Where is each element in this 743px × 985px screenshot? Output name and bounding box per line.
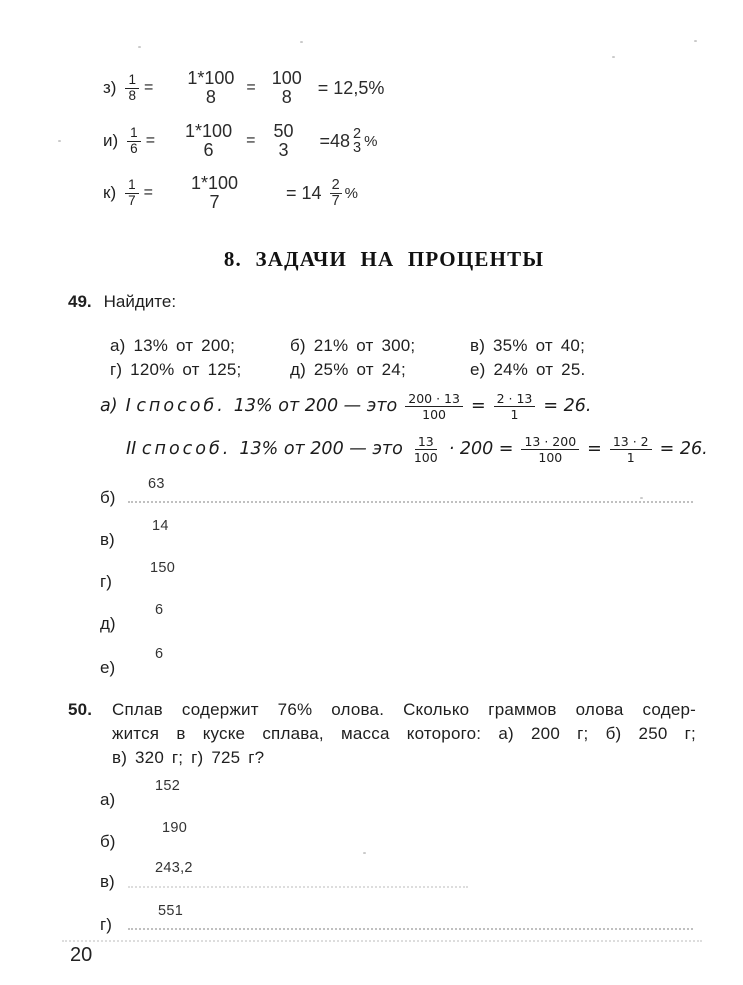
equals-sign: =	[143, 79, 154, 96]
item-d: д) 25% от 24;	[290, 360, 406, 379]
printed-fraction	[125, 178, 139, 209]
section-title: 8. ЗАДАЧИ НА ПРОЦЕНТЫ	[223, 247, 545, 271]
solution-text: 13% от 200 — это	[233, 396, 398, 416]
scan-speck	[612, 56, 615, 58]
typed-fraction	[187, 69, 234, 107]
fraction-denominator: 8	[281, 87, 292, 107]
problem-text	[112, 698, 696, 770]
problem-text-line: в) 320 г; г) 725 г?	[112, 748, 265, 767]
mixed-fraction	[353, 127, 361, 156]
item-v: в) 35% от 40;	[470, 336, 585, 355]
fraction-denominator: 8	[205, 87, 216, 107]
item-label: г)	[100, 915, 112, 934]
solution-fraction	[610, 434, 652, 465]
fraction-numerator: 1*100	[190, 173, 239, 193]
printed-fraction	[125, 73, 139, 104]
problem-text-line: Сплав содержит 76% олова. Сколько граммов олова содер-	[112, 700, 696, 719]
worksheet-row-k	[103, 168, 358, 218]
equals-sign: =	[246, 132, 256, 149]
solution-line-1	[100, 386, 591, 426]
worksheet-row-z	[103, 64, 384, 112]
result-value: = 26.	[543, 396, 592, 416]
fraction-denominator: 6	[203, 140, 214, 160]
scan-speck	[58, 140, 61, 142]
item-label: б)	[100, 832, 116, 851]
item-label: б)	[100, 488, 116, 507]
fraction-numerator: 1*100	[185, 121, 233, 141]
answer-value: 243,2	[155, 860, 193, 876]
item-label: а)	[100, 790, 116, 809]
scan-speck	[694, 40, 697, 42]
answer-row	[100, 478, 700, 510]
scan-speck	[138, 46, 141, 48]
answer-value: 190	[162, 820, 188, 836]
method-name: II способ.	[126, 439, 232, 459]
answer-blank-line	[128, 501, 693, 503]
fraction-numerator: 1*100	[187, 68, 235, 88]
fraction-numerator: 13 · 200	[521, 434, 579, 450]
equals-sign: =	[246, 79, 256, 96]
solution-fraction	[411, 434, 441, 465]
answer-value: 14	[152, 518, 169, 534]
typed-fraction	[191, 174, 238, 212]
mixed-fraction	[330, 178, 342, 208]
problem-50	[68, 698, 696, 770]
fraction-numerator: 100	[271, 68, 302, 88]
fraction-denominator: 6	[130, 140, 138, 156]
fraction-denominator: 1	[626, 449, 635, 465]
solution-text: 13% от 200 — это	[239, 439, 403, 459]
worksheet-row-i	[103, 116, 377, 166]
result-value: = 26.	[659, 439, 708, 459]
answer-blank-line	[128, 928, 693, 930]
fraction-denominator: 100	[422, 406, 447, 422]
item-label: и)	[103, 131, 119, 150]
fraction-denominator: 3	[353, 140, 362, 156]
item-label: г)	[100, 572, 112, 591]
fraction-numerator: 1	[125, 178, 139, 194]
item-b: б) 21% от 300;	[290, 336, 416, 355]
fraction-denominator: 7	[331, 192, 340, 209]
problem-number: 50.	[68, 700, 93, 719]
page-number: 20	[70, 944, 93, 966]
item-label: к)	[103, 183, 117, 202]
solution-fraction	[521, 434, 579, 465]
equals-sign: =	[587, 439, 602, 459]
solution-fraction	[405, 391, 463, 422]
fraction-denominator: 7	[128, 192, 136, 208]
answer-row	[100, 648, 700, 680]
fraction-denominator: 1	[510, 406, 519, 422]
item-e: е) 24% от 25.	[470, 360, 586, 379]
item-label: а)	[100, 396, 118, 416]
result-value: = 12,5%	[317, 77, 385, 98]
answer-value: 152	[155, 778, 181, 794]
item-label: в)	[100, 530, 115, 549]
fraction-numerator: 2	[331, 177, 340, 193]
answer-blank-line	[128, 886, 468, 888]
fraction-numerator: 200 · 13	[405, 391, 463, 407]
problem-title: Найдите:	[103, 292, 177, 311]
typed-fraction	[272, 69, 302, 107]
problem-49-heading	[68, 292, 176, 312]
answer-row	[100, 562, 700, 594]
equals-sign: =	[145, 132, 156, 149]
fraction-denominator: 100	[413, 449, 438, 465]
percent-sign: %	[344, 184, 358, 202]
equals-sign: =	[143, 184, 153, 201]
problem-49-items	[110, 334, 710, 381]
result-value: =48	[319, 130, 351, 151]
equals-sign: =	[470, 396, 486, 416]
item-label: д)	[100, 614, 116, 633]
fraction-numerator: 1	[125, 73, 139, 89]
answer-row	[100, 604, 700, 636]
fraction-denominator: 8	[128, 87, 136, 103]
scan-speck	[300, 41, 303, 43]
problem-number: 49.	[68, 292, 92, 311]
answer-blank-line	[62, 940, 702, 942]
item-label: з)	[103, 78, 117, 97]
fraction-numerator: 13 · 2	[610, 434, 652, 450]
answer-row	[100, 905, 700, 937]
item-g: г) 120% от 125;	[110, 360, 242, 379]
answer-value: 551	[158, 903, 184, 919]
answer-value: 6	[155, 602, 164, 618]
fraction-denominator: 100	[538, 449, 563, 465]
item-label: е)	[100, 658, 116, 677]
fraction-numerator: 13	[415, 434, 437, 450]
item-a: а) 13% от 200;	[110, 336, 236, 355]
percent-sign: %	[364, 132, 378, 150]
method-name: I способ.	[125, 396, 226, 416]
answer-value: 6	[155, 646, 164, 662]
problem-text-line: жится в куске сплава, масса которого: а) 200 г; б) 250 г;	[112, 724, 696, 743]
answer-row	[100, 520, 700, 552]
fraction-numerator: 2	[353, 125, 362, 142]
fraction-numerator: 1	[127, 126, 141, 142]
solution-text: · 200 =	[448, 439, 514, 459]
solution-line-2	[126, 428, 708, 470]
item-label: в)	[100, 872, 115, 891]
typed-fraction	[185, 122, 232, 160]
answer-row	[100, 862, 700, 894]
answer-value: 63	[148, 476, 165, 492]
printed-fraction	[127, 126, 141, 157]
fraction-numerator: 50	[273, 121, 294, 141]
fraction-denominator: 7	[209, 192, 220, 212]
answer-row	[100, 822, 700, 854]
result-value: = 14	[286, 182, 322, 203]
fraction-denominator: 3	[278, 140, 289, 160]
typed-fraction	[273, 122, 293, 160]
solution-fraction	[494, 391, 536, 422]
answer-value: 150	[150, 560, 176, 576]
fraction-numerator: 2 · 13	[494, 391, 536, 407]
answer-row	[100, 780, 700, 812]
